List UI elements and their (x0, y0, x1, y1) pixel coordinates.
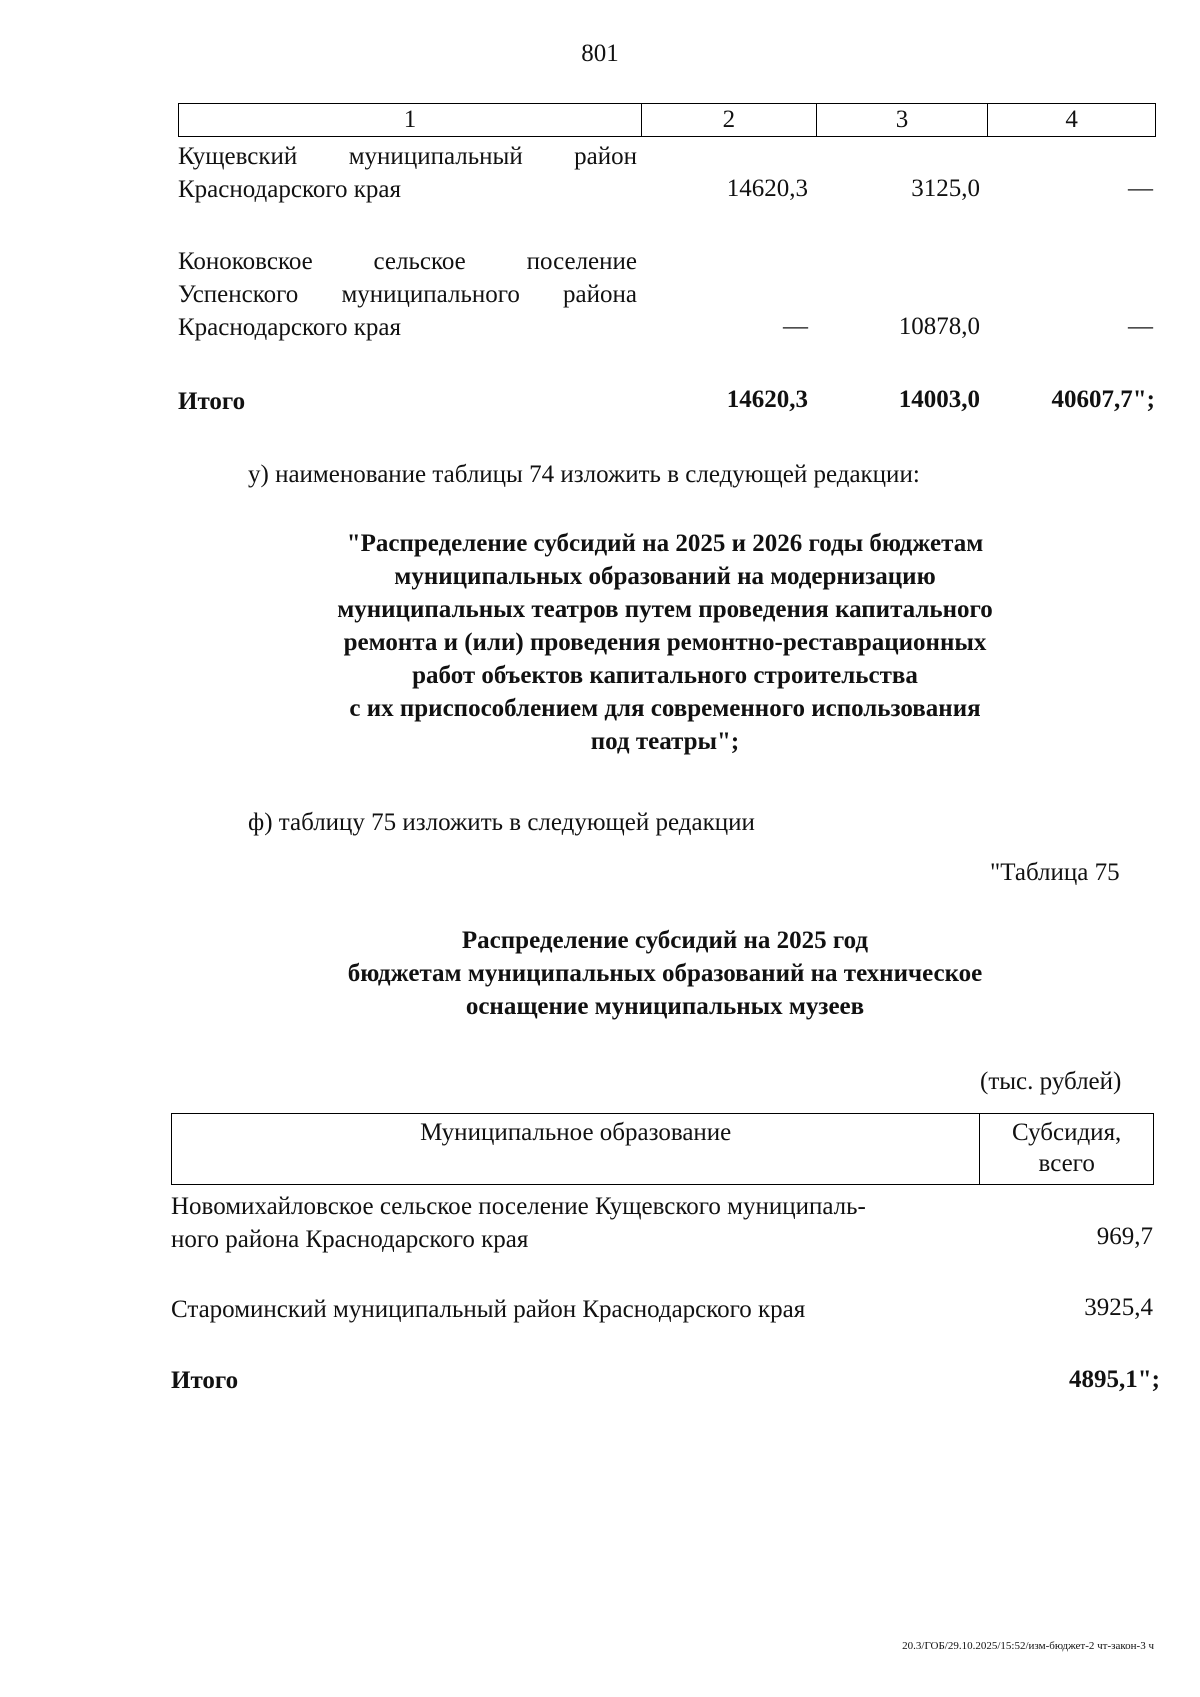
footer-code: 20.3/ГОБ/29.10.2025/15:52/изм-бюджет-2 чт-закон-3 ч (902, 1640, 1154, 1652)
table75-label: "Таблица 75 (990, 859, 1120, 886)
table75-title-line: бюджетам муниципальных образований на техническое (347, 960, 983, 987)
table1-header-col3: 3 (816, 104, 988, 136)
table1-row2-name-line1: Коноковское сельское поселение (178, 248, 637, 275)
table1-row1-col3: 3125,0 (911, 175, 980, 202)
table2-header-col2 (979, 1114, 1153, 1184)
table74-title-line: работ объектов капитального строительства (412, 662, 918, 689)
table75-title-line: Распределение субсидий на 2025 год (461, 927, 869, 954)
table1-header-col4: 4 (987, 104, 1155, 136)
table75-title-line: оснащение муниципальных музеев (465, 993, 865, 1020)
table1-row2-name (178, 245, 637, 344)
table1-row2-name-line3: Краснодарского края (178, 314, 401, 341)
table1-row1-col4: — (1128, 175, 1153, 202)
table74-title-line: ремонта и (или) проведения ремонтно-реставрационных (343, 629, 987, 656)
table2-row2-name-line1: Староминский муниципальный район Краснодарского края (171, 1296, 806, 1323)
table1-header-col1: 1 (403, 106, 417, 133)
table2-row1-name-line2: ного района Краснодарского края (171, 1226, 529, 1253)
table1-row2-name-line2: Успенского муниципального района (178, 281, 637, 308)
table2-header (171, 1113, 1154, 1185)
table74-title-line: "Распределение субсидий на 2025 и 2026 годы бюджетам (346, 530, 984, 557)
table2-row2-name (171, 1293, 981, 1326)
table1-total-label: Итого (178, 388, 246, 415)
table1-total-col4: 40607,7"; (1051, 386, 1155, 413)
page-number: 801 (581, 40, 619, 67)
table2-header-col2-line1: Субсидия, (1012, 1119, 1122, 1146)
table1-row1-name-line2: Краснодарского края (178, 176, 401, 203)
table2-header-col2-line2: всего (1038, 1150, 1095, 1177)
table1-row2-col2: — (783, 313, 808, 340)
table74-title-line: муниципальных образований на модернизацию (394, 563, 936, 590)
table1-row1-name (178, 140, 637, 206)
paragraph-u: у) наименование таблицы 74 изложить в следующей редакции: (248, 461, 920, 488)
table74-title-line: муниципальных театров путем проведения капитального (337, 596, 993, 623)
table1-row1-name-line1: Кущевский муниципальный район (178, 143, 637, 170)
table2-total-label: Итого (171, 1367, 239, 1394)
table2-row1-name-line1: Новомихайловское сельское поселение Кущевского муниципаль- (171, 1193, 866, 1220)
table2-total-value: 4895,1"; (1069, 1366, 1160, 1393)
table1-total-col2: 14620,3 (726, 386, 808, 413)
table1-header-col2: 2 (641, 104, 816, 136)
table74-title (200, 527, 1130, 758)
table1-row2-col3: 10878,0 (898, 313, 980, 340)
units-label: (тыс. рублей) (980, 1068, 1122, 1095)
table74-title-line: с их приспособлением для современного использования (349, 695, 981, 722)
table74-title-line: под театры"; (590, 728, 740, 755)
table2-row2-value: 3925,4 (1084, 1294, 1153, 1321)
table1-header (178, 103, 1156, 137)
paragraph-f: ф) таблицу 75 изложить в следующей редакции (248, 809, 755, 836)
table75-title (200, 924, 1130, 1023)
table1-row1-col2: 14620,3 (726, 175, 808, 202)
table1-row2-col4: — (1128, 313, 1153, 340)
table1-total-col3: 14003,0 (898, 386, 980, 413)
table2-row1-name (171, 1190, 981, 1256)
table2-header-col1: Муниципальное образование (420, 1119, 732, 1146)
table2-row1-value: 969,7 (1096, 1223, 1153, 1250)
